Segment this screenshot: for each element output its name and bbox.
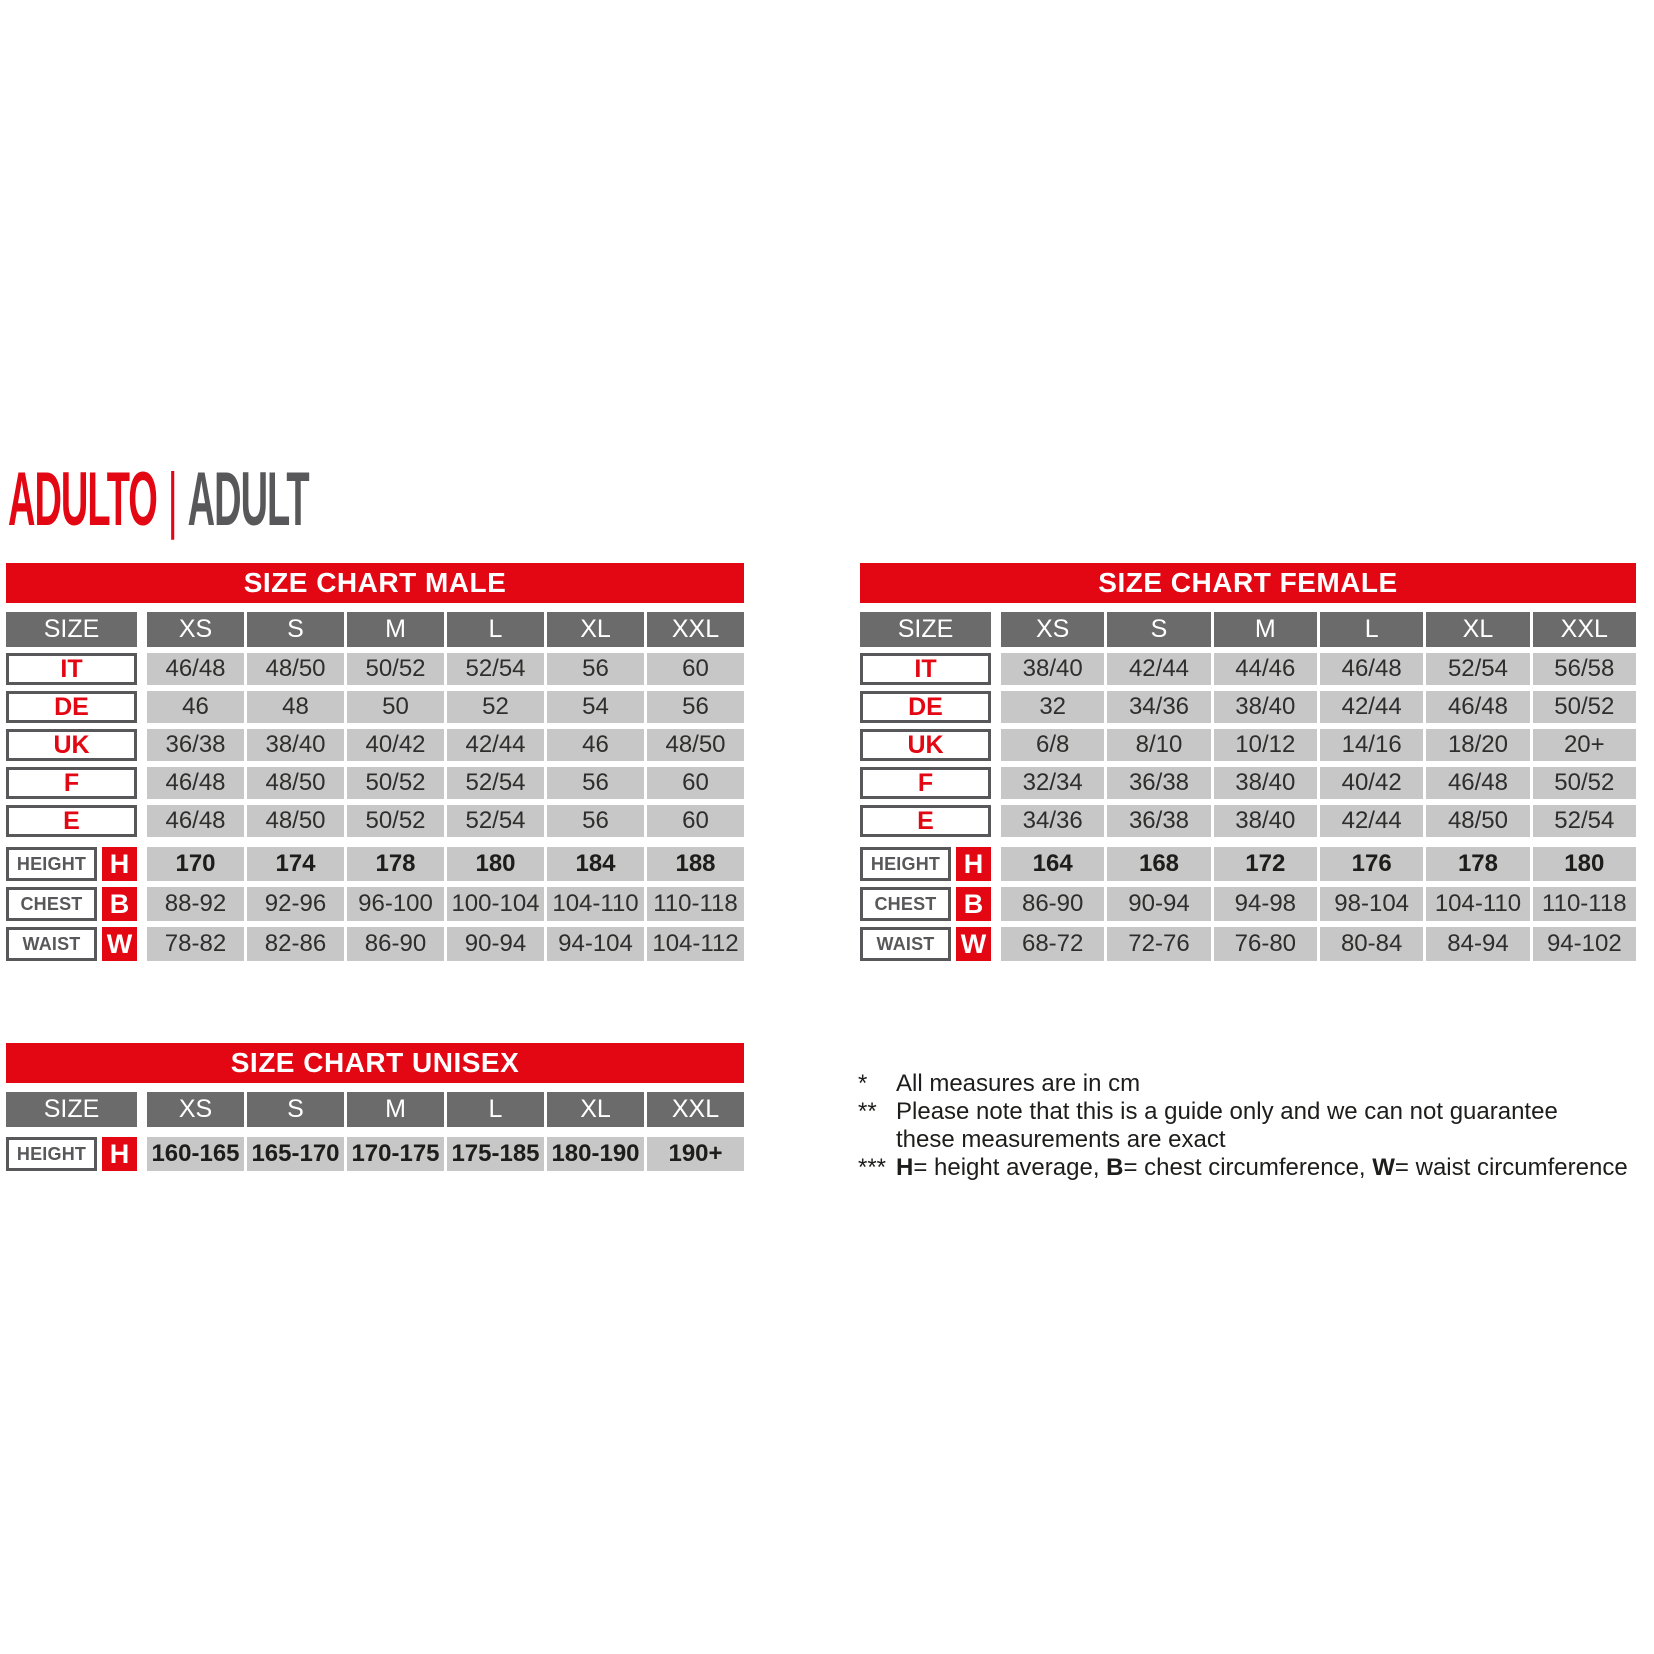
region-size-row — [6, 729, 744, 761]
measure-value-cell: 104-110 — [547, 887, 644, 921]
measure-values — [147, 927, 744, 961]
size-value-cell: 42/44 — [447, 729, 544, 761]
region-values — [147, 691, 744, 723]
size-value-cell: 60 — [647, 653, 744, 685]
measure-name: CHEST — [860, 887, 951, 921]
measure-value-cell: 100-104 — [447, 887, 544, 921]
size-value-cell: 56 — [547, 805, 644, 837]
size-value-cell: 46 — [547, 729, 644, 761]
size-value-cell: 48/50 — [247, 805, 344, 837]
measure-value-cell: 168 — [1107, 847, 1210, 881]
region-size-row — [6, 691, 744, 723]
size-column-header: XL — [1426, 612, 1529, 647]
region-values — [147, 729, 744, 761]
measure-value-cell: 86-90 — [1001, 887, 1104, 921]
size-column-header: S — [1107, 612, 1210, 647]
size-value-cell: 52/54 — [447, 805, 544, 837]
region-values — [1001, 653, 1636, 685]
size-column-header: XL — [547, 612, 644, 647]
footnote-text — [896, 1154, 1650, 1182]
region-size-row — [860, 805, 1636, 837]
measure-value-cell: 178 — [1426, 847, 1529, 881]
size-value-cell: 52/54 — [447, 767, 544, 799]
region-label: E — [6, 805, 137, 837]
region-label: UK — [6, 729, 137, 761]
size-value-cell: 52 — [447, 691, 544, 723]
size-header-cell: SIZE — [6, 612, 137, 647]
size-column-header: L — [447, 1092, 544, 1127]
size-value-cell: 50/52 — [347, 805, 444, 837]
measure-value-cell: 94-104 — [547, 927, 644, 961]
size-value-cell: 40/42 — [347, 729, 444, 761]
measure-value-cell: 110-118 — [647, 887, 744, 921]
measure-value-cell: 68-72 — [1001, 927, 1104, 961]
size-value-cell: 46/48 — [1426, 691, 1529, 723]
region-size-row — [6, 767, 744, 799]
measure-value-cell: 76-80 — [1214, 927, 1317, 961]
region-size-row — [6, 805, 744, 837]
region-size-row — [860, 653, 1636, 685]
size-value-cell: 48 — [247, 691, 344, 723]
measure-values — [147, 847, 744, 881]
page-title — [8, 457, 609, 542]
measure-letter-badge: H — [102, 1137, 137, 1171]
size-value-cell: 50/52 — [347, 653, 444, 685]
size-value-cell: 44/46 — [1214, 653, 1317, 685]
size-column-header: XS — [147, 1092, 244, 1127]
size-value-cell: 34/36 — [1107, 691, 1210, 723]
measure-value-cell: 90-94 — [447, 927, 544, 961]
measure-value-cell: 184 — [547, 847, 644, 881]
region-size-row — [860, 729, 1636, 761]
measure-value-cell: 72-76 — [1107, 927, 1210, 961]
measure-name: HEIGHT — [6, 847, 97, 881]
measure-value-cell: 82-86 — [247, 927, 344, 961]
measure-value-cell: 92-96 — [247, 887, 344, 921]
footnote — [858, 1070, 1650, 1098]
measure-value-cell: 180 — [447, 847, 544, 881]
measure-value-cell: 164 — [1001, 847, 1104, 881]
size-value-cell: 50/52 — [1533, 767, 1636, 799]
footnote-line: these measurements are exact — [896, 1126, 1226, 1153]
measure-rows-group — [6, 1137, 744, 1171]
footnote-marker: ** — [858, 1098, 877, 1125]
size-value-cell: 36/38 — [1107, 805, 1210, 837]
size-header-cell: SIZE — [6, 1092, 137, 1127]
measure-values — [1001, 847, 1636, 881]
size-column-header: M — [1214, 612, 1317, 647]
measure-label — [860, 927, 991, 961]
region-label: DE — [6, 691, 137, 723]
footnote-line: Please note that this is a guide only and we can not guarantee — [896, 1098, 1558, 1125]
size-value-cell: 56/58 — [1533, 653, 1636, 685]
size-value-cell: 38/40 — [247, 729, 344, 761]
size-value-cell: 56 — [547, 767, 644, 799]
region-label: IT — [6, 653, 137, 685]
page-title-english: ADULT — [187, 457, 309, 542]
measure-rows-group — [860, 847, 1636, 961]
size-column-header: S — [247, 612, 344, 647]
footnote-marker: *** — [858, 1154, 887, 1181]
measure-rows-group — [6, 847, 744, 961]
measure-letter-badge: B — [102, 887, 137, 921]
size-chart-female-table — [860, 563, 1636, 967]
size-value-cell: 46/48 — [147, 653, 244, 685]
measure-value-cell: 88-92 — [147, 887, 244, 921]
region-size-row — [6, 653, 744, 685]
measure-label — [6, 1137, 137, 1171]
region-values — [147, 653, 744, 685]
measure-value-cell: 175-185 — [447, 1137, 544, 1171]
measure-row — [860, 847, 1636, 881]
measure-name: HEIGHT — [860, 847, 951, 881]
footnote-segment: = height average, — [913, 1154, 1107, 1181]
size-value-cell: 50 — [347, 691, 444, 723]
region-values — [1001, 805, 1636, 837]
measure-letter-badge: W — [956, 927, 991, 961]
measure-row — [860, 927, 1636, 961]
measure-value-cell: 188 — [647, 847, 744, 881]
size-value-cell: 54 — [547, 691, 644, 723]
footnote-segment: W — [1372, 1154, 1395, 1181]
measure-value-cell: 170 — [147, 847, 244, 881]
size-value-cell: 52/54 — [447, 653, 544, 685]
size-column-header: M — [347, 1092, 444, 1127]
measure-value-cell: 165-170 — [247, 1137, 344, 1171]
size-value-cell: 6/8 — [1001, 729, 1104, 761]
region-values — [1001, 691, 1636, 723]
size-column-header: XS — [1001, 612, 1104, 647]
region-label: DE — [860, 691, 991, 723]
footnote-marker: * — [858, 1070, 868, 1097]
size-column-header: L — [447, 612, 544, 647]
size-value-cell: 50/52 — [347, 767, 444, 799]
size-value-cell: 8/10 — [1107, 729, 1210, 761]
size-chart-unisex-table — [6, 1043, 744, 1177]
region-label: E — [860, 805, 991, 837]
page-title-italian: ADULTO — [8, 457, 157, 542]
measure-value-cell: 178 — [347, 847, 444, 881]
size-value-cell: 42/44 — [1320, 691, 1423, 723]
size-chart-male-table — [6, 563, 744, 967]
footnote-text — [896, 1070, 1650, 1098]
measure-row — [6, 847, 744, 881]
measure-label — [6, 847, 137, 881]
size-value-cell: 48/50 — [1426, 805, 1529, 837]
measure-value-cell: 80-84 — [1320, 927, 1423, 961]
measure-letter-badge: B — [956, 887, 991, 921]
size-value-cell: 38/40 — [1214, 805, 1317, 837]
measure-label — [6, 887, 137, 921]
size-column-headers — [147, 1092, 744, 1127]
size-column-header: XS — [147, 612, 244, 647]
measure-value-cell: 170-175 — [347, 1137, 444, 1171]
measure-value-cell: 172 — [1214, 847, 1317, 881]
size-value-cell: 56 — [647, 691, 744, 723]
size-value-cell: 10/12 — [1214, 729, 1317, 761]
size-value-cell: 48/50 — [247, 767, 344, 799]
measure-label — [860, 887, 991, 921]
size-value-cell: 46/48 — [147, 767, 244, 799]
size-value-cell: 42/44 — [1107, 653, 1210, 685]
measure-value-cell: 180 — [1533, 847, 1636, 881]
measure-values — [1001, 887, 1636, 921]
measure-value-cell: 176 — [1320, 847, 1423, 881]
size-value-cell: 56 — [547, 653, 644, 685]
measure-value-cell: 98-104 — [1320, 887, 1423, 921]
footnote-segment: H — [896, 1154, 914, 1181]
measure-value-cell: 78-82 — [147, 927, 244, 961]
region-size-row — [860, 767, 1636, 799]
size-column-header: XL — [547, 1092, 644, 1127]
size-column-header: M — [347, 612, 444, 647]
measure-values — [147, 887, 744, 921]
size-column-header: S — [247, 1092, 344, 1127]
size-column-header: XXL — [647, 1092, 744, 1127]
measure-row — [6, 927, 744, 961]
measure-value-cell: 104-112 — [647, 927, 744, 961]
footnote-segment: = waist circumference — [1394, 1154, 1628, 1181]
measure-name: WAIST — [860, 927, 951, 961]
table-header-row — [860, 612, 1636, 647]
measure-row — [6, 887, 744, 921]
size-column-headers — [1001, 612, 1636, 647]
footnote-segment: = chest circumference, — [1123, 1154, 1373, 1181]
measure-row — [860, 887, 1636, 921]
table-title: SIZE CHART UNISEX — [6, 1043, 744, 1083]
measure-values — [1001, 927, 1636, 961]
size-value-cell: 42/44 — [1320, 805, 1423, 837]
region-values — [147, 805, 744, 837]
measure-value-cell: 180-190 — [547, 1137, 644, 1171]
size-value-cell: 38/40 — [1214, 691, 1317, 723]
measure-letter-badge: W — [102, 927, 137, 961]
footnote-line: All measures are in cm — [896, 1070, 1141, 1097]
footnotes — [858, 1070, 1650, 1182]
size-value-cell: 36/38 — [147, 729, 244, 761]
region-values — [1001, 767, 1636, 799]
size-value-cell: 60 — [647, 767, 744, 799]
size-value-cell: 46/48 — [1320, 653, 1423, 685]
region-values — [1001, 729, 1636, 761]
measure-value-cell: 94-102 — [1533, 927, 1636, 961]
size-column-header: XXL — [1533, 612, 1636, 647]
region-label: UK — [860, 729, 991, 761]
measure-value-cell: 94-98 — [1214, 887, 1317, 921]
region-values — [147, 767, 744, 799]
size-column-headers — [147, 612, 744, 647]
measure-name: WAIST — [6, 927, 97, 961]
size-header-cell: SIZE — [860, 612, 991, 647]
size-value-cell: 38/40 — [1001, 653, 1104, 685]
size-value-cell: 50/52 — [1533, 691, 1636, 723]
size-value-cell: 32/34 — [1001, 767, 1104, 799]
size-value-cell: 60 — [647, 805, 744, 837]
table-header-row — [6, 1092, 744, 1127]
measure-letter-badge: H — [102, 847, 137, 881]
measure-label — [6, 927, 137, 961]
size-value-cell: 32 — [1001, 691, 1104, 723]
size-value-cell: 38/40 — [1214, 767, 1317, 799]
size-value-cell: 40/42 — [1320, 767, 1423, 799]
table-title: SIZE CHART MALE — [6, 563, 744, 603]
size-value-cell: 18/20 — [1426, 729, 1529, 761]
title-separator: | — [167, 458, 177, 541]
measure-value-cell: 160-165 — [147, 1137, 244, 1171]
measure-value-cell: 110-118 — [1533, 887, 1636, 921]
measure-value-cell: 86-90 — [347, 927, 444, 961]
region-size-row — [860, 691, 1636, 723]
size-value-cell: 46/48 — [147, 805, 244, 837]
footnote — [858, 1098, 1650, 1154]
region-label: F — [6, 767, 137, 799]
footnote-segment: B — [1106, 1154, 1124, 1181]
measure-name: CHEST — [6, 887, 97, 921]
region-label: IT — [860, 653, 991, 685]
size-value-cell: 52/54 — [1533, 805, 1636, 837]
size-value-cell: 48/50 — [247, 653, 344, 685]
table-title: SIZE CHART FEMALE — [860, 563, 1636, 603]
size-column-header: XXL — [647, 612, 744, 647]
footnote-text — [896, 1098, 1650, 1154]
region-label: F — [860, 767, 991, 799]
size-value-cell: 14/16 — [1320, 729, 1423, 761]
footnote — [858, 1154, 1650, 1182]
measure-name: HEIGHT — [6, 1137, 97, 1171]
measure-value-cell: 174 — [247, 847, 344, 881]
measure-row — [6, 1137, 744, 1171]
size-value-cell: 46/48 — [1426, 767, 1529, 799]
measure-value-cell: 104-110 — [1426, 887, 1529, 921]
measure-values — [147, 1137, 744, 1171]
size-value-cell: 20+ — [1533, 729, 1636, 761]
measure-value-cell: 190+ — [647, 1137, 744, 1171]
measure-value-cell: 96-100 — [347, 887, 444, 921]
size-value-cell: 36/38 — [1107, 767, 1210, 799]
measure-letter-badge: H — [956, 847, 991, 881]
size-value-cell: 34/36 — [1001, 805, 1104, 837]
size-column-header: L — [1320, 612, 1423, 647]
measure-value-cell: 90-94 — [1107, 887, 1210, 921]
measure-value-cell: 84-94 — [1426, 927, 1529, 961]
size-value-cell: 46 — [147, 691, 244, 723]
size-value-cell: 48/50 — [647, 729, 744, 761]
measure-label — [860, 847, 991, 881]
table-header-row — [6, 612, 744, 647]
size-value-cell: 52/54 — [1426, 653, 1529, 685]
